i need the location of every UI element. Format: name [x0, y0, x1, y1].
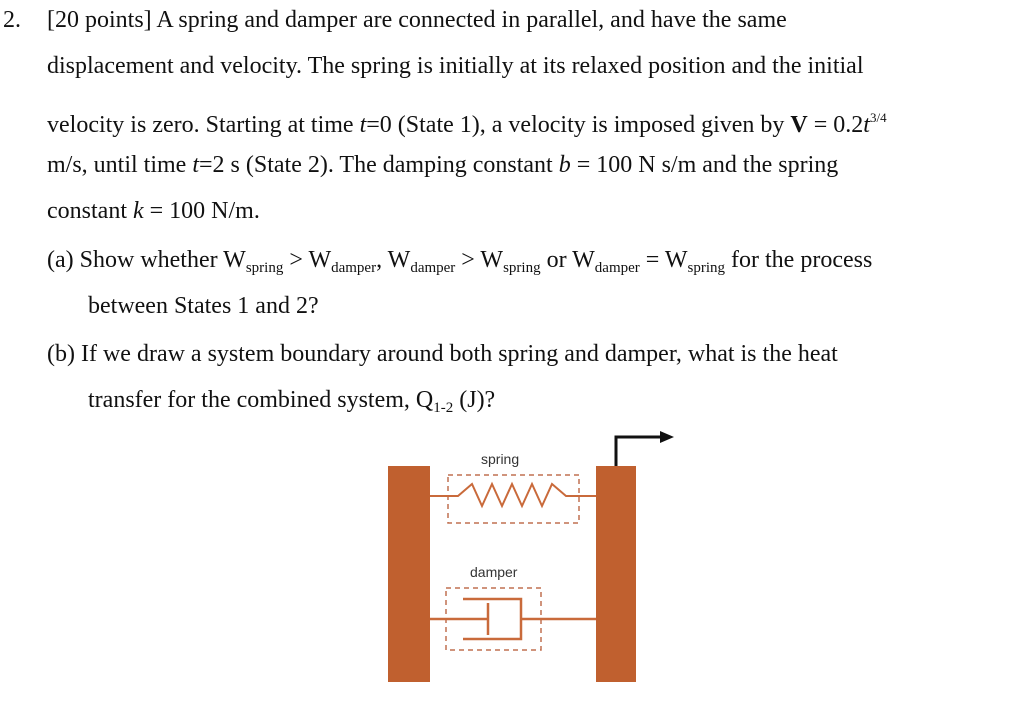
damper-label: damper: [470, 564, 518, 580]
part-b-text-2b: (J)?: [453, 387, 496, 413]
spring-boundary: [448, 475, 579, 523]
comma-1: , W: [376, 247, 411, 273]
gt-1: > W: [283, 247, 332, 273]
spring-label: spring: [481, 451, 520, 467]
intro-text-4b: =2 s (State 2). The damping constant: [199, 152, 559, 178]
sub-spring-1: spring: [245, 260, 284, 276]
left-wall: [388, 466, 430, 682]
sub-damper-1: damper: [331, 260, 377, 276]
right-wall: [596, 466, 636, 682]
velocity-symbol: V: [790, 112, 808, 138]
part-a-text: Show whether W: [79, 247, 246, 273]
time-symbol: t: [359, 112, 367, 138]
velocity-arrow: [616, 431, 674, 466]
points-label: [20 points]: [47, 7, 152, 33]
sub-spring-3: spring: [687, 260, 726, 276]
damper-body: [430, 599, 596, 639]
intro-text-3b: =0 (State 1), a velocity is imposed given by: [366, 112, 791, 138]
exponent: 3/4: [869, 110, 887, 125]
time-symbol-3: t: [192, 152, 200, 178]
sub-damper-2: damper: [410, 260, 456, 276]
damping-symbol: b: [558, 152, 571, 178]
eq-text: = W: [639, 247, 688, 273]
spring-constant-symbol: k: [132, 198, 144, 224]
spring-coil: [430, 484, 596, 506]
intro-text-2: displacement and velocity. The spring is initially at its relaxed position and the initial: [47, 53, 864, 79]
time-symbol-2: t: [863, 112, 870, 138]
part-b-label: (b): [47, 341, 75, 367]
intro-text-3a: velocity is zero. Starting at time: [47, 112, 360, 138]
part-b-text-2a: transfer for the combined system, Q: [88, 387, 434, 413]
part-a-label: (a): [47, 247, 74, 273]
intro-text-5a: constant: [47, 198, 133, 224]
problem-number-text: 2.: [3, 7, 21, 33]
q-subscript: 1-2: [433, 400, 454, 416]
intro-text-4a: m/s, until time: [47, 152, 193, 178]
part-b-text-1: If we draw a system boundary around both spring and damper, what is the heat: [80, 341, 838, 367]
sub-spring-2: spring: [503, 260, 541, 276]
intro-text-1: A spring and damper are connected in parallel, and have the same: [156, 7, 787, 33]
velocity-equation: = 0.2: [807, 112, 864, 138]
sub-damper-3: damper: [594, 260, 640, 276]
intro-text-5b: = 100 N/m.: [143, 198, 260, 224]
or-text: or W: [540, 247, 595, 273]
gt-2: > W: [455, 247, 504, 273]
part-a-text-2: between States 1 and 2?: [88, 293, 319, 319]
part-a-tail: for the process: [725, 247, 873, 273]
intro-text-4c: = 100 N s/m and the spring: [570, 152, 839, 178]
